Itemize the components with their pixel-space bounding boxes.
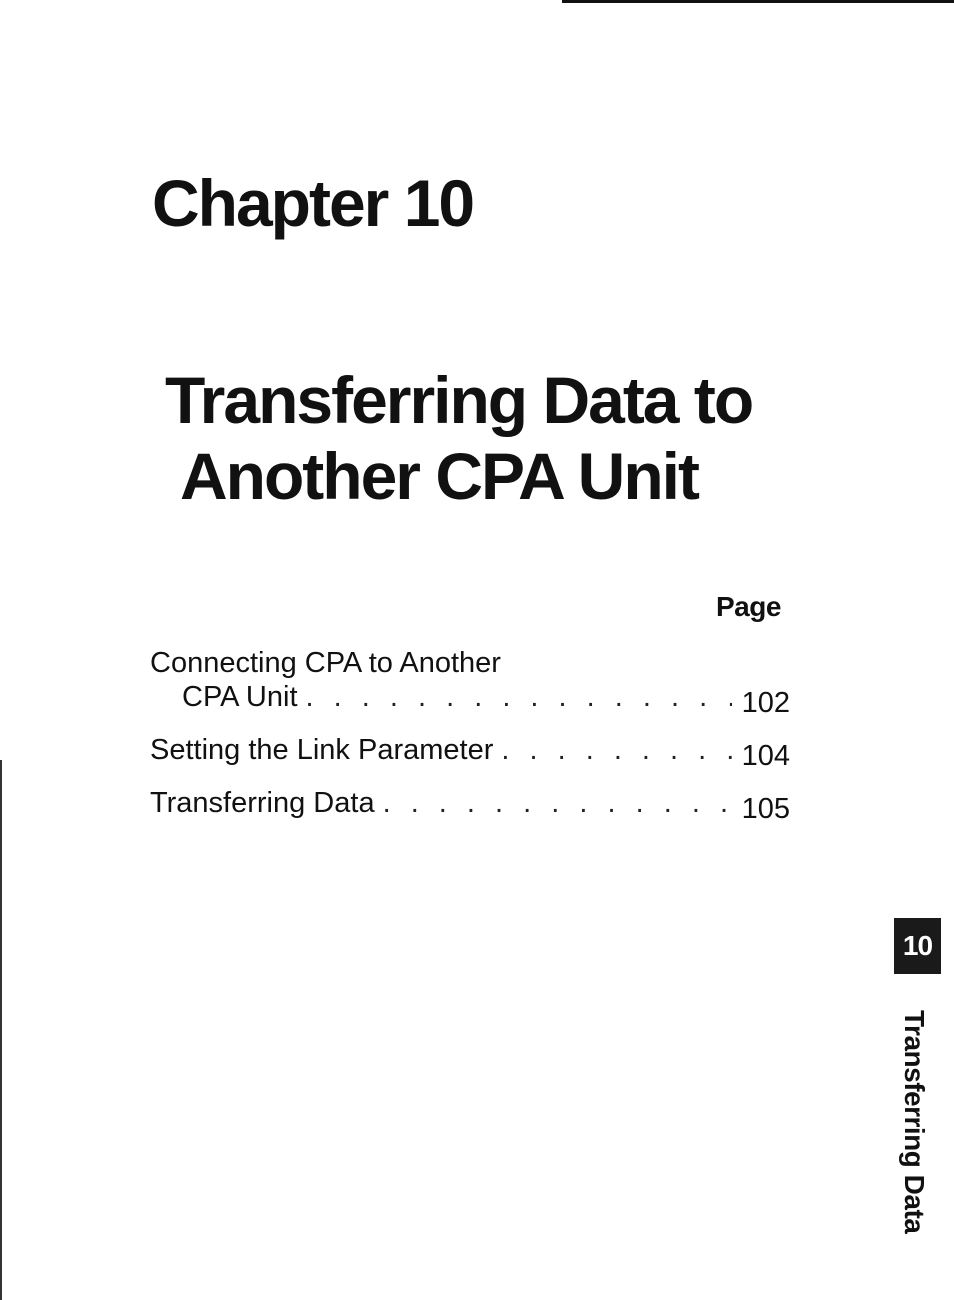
dot-leader xyxy=(501,733,732,767)
dot-leader xyxy=(383,786,732,820)
chapter-tab: 10 xyxy=(894,918,941,974)
toc-page-number: 104 xyxy=(741,740,790,772)
left-edge-rule xyxy=(0,760,2,1300)
toc-entry-line xyxy=(150,786,790,825)
chapter-title-line-2: Another CPA Unit xyxy=(180,439,698,513)
dot-leader xyxy=(306,680,732,714)
toc-page-number: 102 xyxy=(741,687,790,719)
toc-entry-title: Connecting CPA to Another xyxy=(150,647,501,679)
toc-entry[interactable] xyxy=(150,646,790,719)
side-chapter-title: Transferring Data xyxy=(899,1010,930,1234)
chapter-title xyxy=(165,362,752,514)
toc-entry-line xyxy=(150,680,790,719)
top-rule xyxy=(562,0,954,3)
toc-entry-line xyxy=(150,646,790,680)
toc-entry-title: Transferring Data xyxy=(150,787,375,819)
table-of-contents xyxy=(150,646,790,839)
page-column-label: Page xyxy=(716,591,781,622)
toc-entry[interactable] xyxy=(150,786,790,825)
toc-entry-title-continued: CPA Unit xyxy=(182,681,298,713)
toc-entry[interactable] xyxy=(150,733,790,772)
chapter-heading: Chapter 10 xyxy=(152,166,474,240)
toc-entry-line xyxy=(150,733,790,772)
toc-entry-title: Setting the Link Parameter xyxy=(150,734,494,766)
toc-page-number: 105 xyxy=(741,793,790,825)
chapter-title-line-1: Transferring Data to xyxy=(165,363,753,437)
